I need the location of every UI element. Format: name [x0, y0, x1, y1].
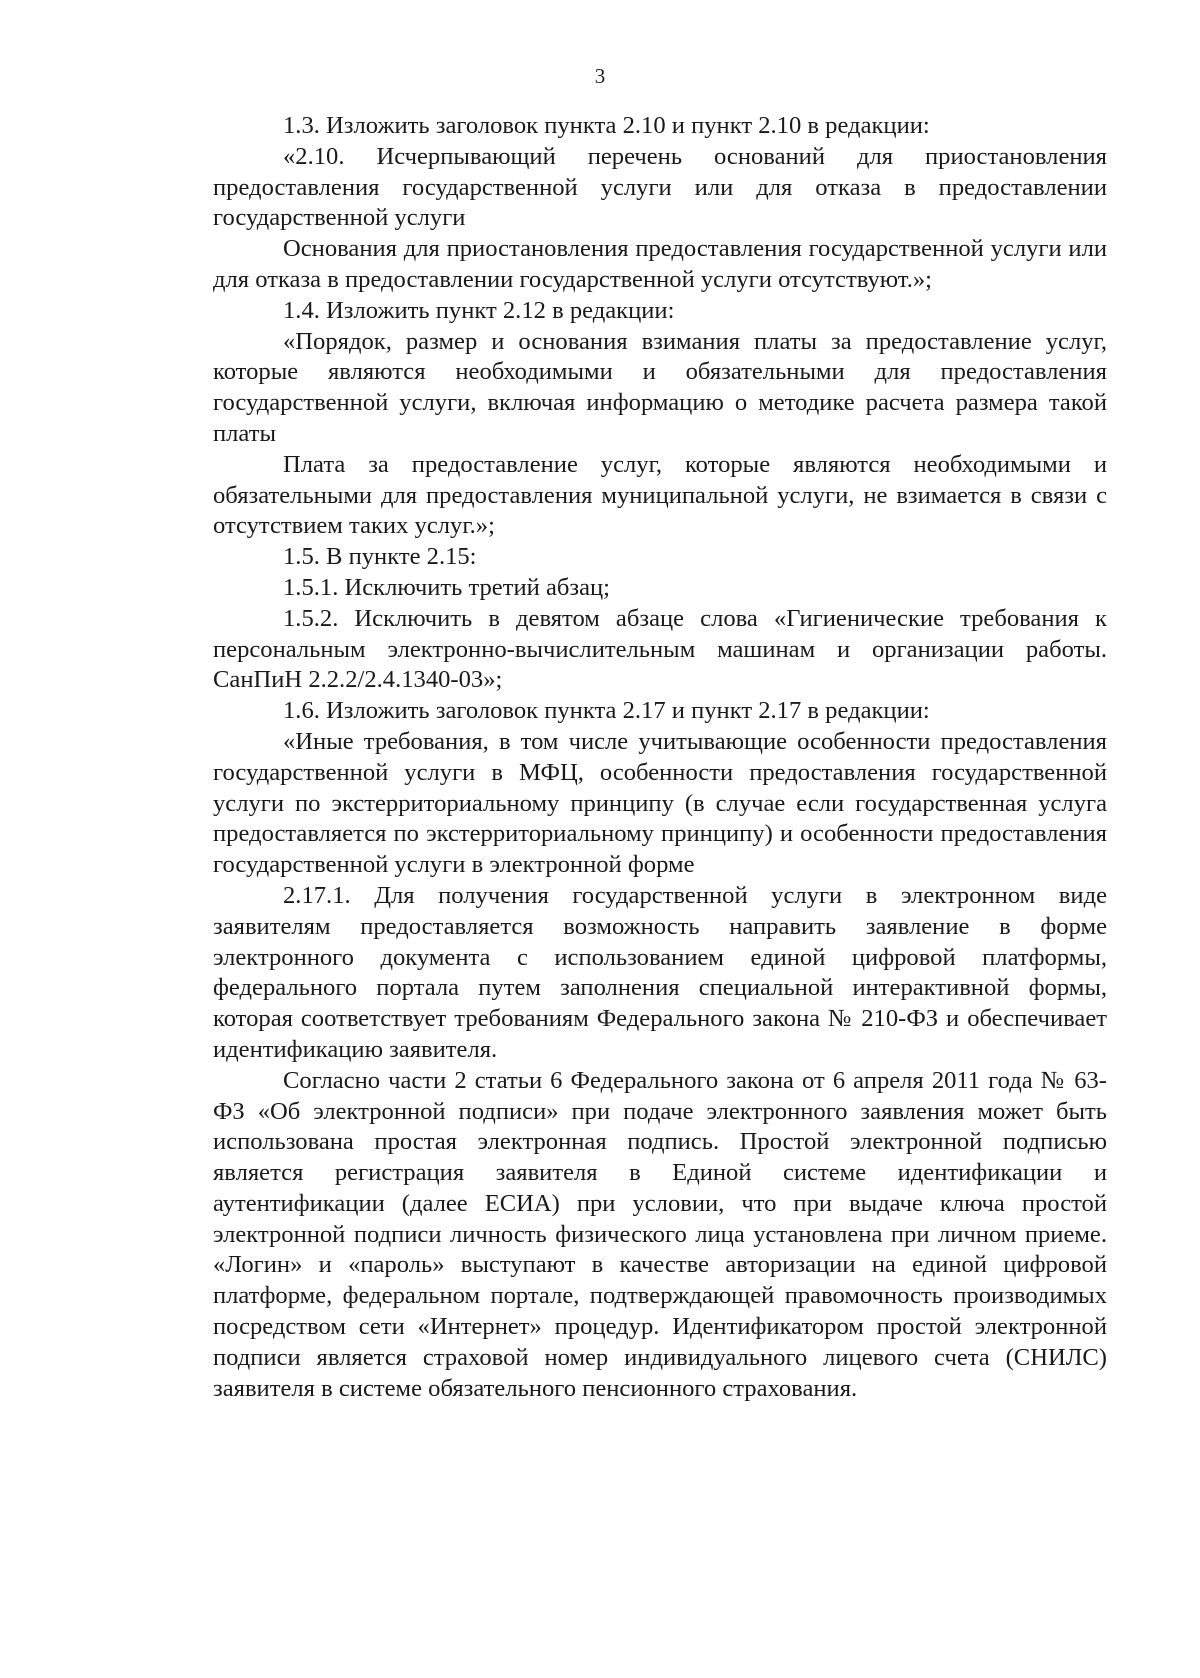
paragraph-1-5-2: 1.5.2. Исключить в девятом абзаце слова «Гигиенические требования к персональным электронно-вычислительным машинам и организации работы. СанПиН 2.2.2/2.4.1340-03»;	[213, 604, 1107, 694]
paragraph-2-17-1: 2.17.1. Для получения государственной услуги в электронном виде заявителям предоставляется возможность направить заявление в форме электронного документа с использованием единой цифровой платформы, федерального портала путем заполнения специальной интерактивной формы, которая соответствует требованиям Федерального закона № 210-ФЗ и обеспечивает идентификацию заявителя.	[213, 881, 1107, 1063]
paragraph-1-5: 1.5. В пункте 2.15:	[283, 543, 477, 571]
paragraph-1-6: 1.6. Изложить заголовок пункта 2.17 и пункт 2.17 в редакции:	[283, 697, 930, 725]
paragraph-1-3: 1.3. Изложить заголовок пункта 2.10 и пункт 2.10 в редакции:	[283, 112, 930, 139]
document-body	[213, 111, 1107, 1404]
paragraph-1-5-1: 1.5.1. Исключить третий абзац;	[283, 573, 610, 601]
paragraph-2-12-text: Плата за предоставление услуг, которые являются необходимыми и обязательными для предоставления муниципальной услуги, не взимается в связи с отсутствием таких услуг.»;	[213, 450, 1107, 540]
paragraph-2-12-heading: «Порядок, размер и основания взимания платы за предоставление услуг, которые являются необходимыми и обязательными для предоставления государственной услуги, включая информацию о методике расчета размера такой платы	[213, 327, 1107, 447]
page-number: 3	[594, 64, 606, 88]
paragraph-2-17-heading: «Иные требования, в том числе учитывающие особенности предоставления государственной услуги в МФЦ, особенности предоставления государственной услуги по экстерриториальному принципу (в случае если государственная услуга предоставляется по экстерриториальному принципу) и особенности предоставления государственной услуги в электронной форме	[213, 727, 1107, 879]
paragraph-2-10-heading: «2.10. Исчерпывающий перечень оснований для приостановления предоставления государственной услуги или для отказа в предоставлении государственной услуги	[213, 142, 1107, 232]
paragraph-electronic-signature: Согласно части 2 статьи 6 Федерального закона от 6 апреля 2011 года № 63-ФЗ «Об электронной подписи» при подаче электронного заявления может быть использована простая электронная подпись. Простой электронной подписью является регистрация заявителя в Единой системе идентификации и аутентификации (далее ЕСИА) при условии, что при выдаче ключа простой электронной подписи личность физического лица установлена при личном приеме. «Логин» и «пароль» выступают в качестве авторизации на единой цифровой платформе, федеральном портале, подтверждающей правомочность производимых посредством сети «Интернет» процедур. Идентификатором простой электронной подписи является страховой номер индивидуального лицевого счета (СНИЛС) заявителя в системе обязательного пенсионного страхования.	[213, 1066, 1107, 1402]
paragraph-1-4: 1.4. Изложить пункт 2.12 в редакции:	[283, 296, 675, 324]
paragraph-2-10-text: Основания для приостановления предоставления государственной услуги или для отказа в предоставлении государственной услуги отсутствуют.»;	[213, 235, 1107, 293]
